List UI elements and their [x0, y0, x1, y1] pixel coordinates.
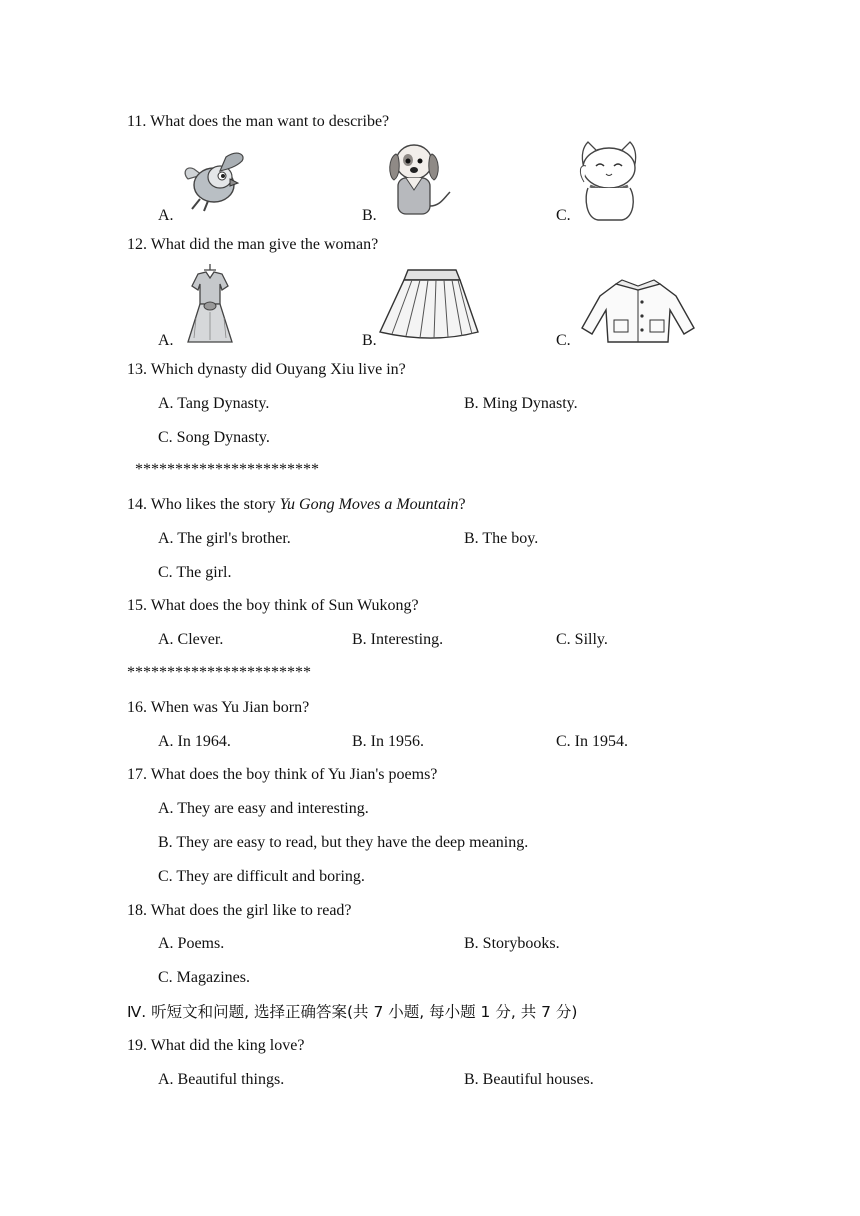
question-15: 15. What does the boy think of Sun Wukong?	[127, 597, 419, 614]
q18-option-a[interactable]: A. Poems.	[158, 935, 225, 952]
q11-option-b[interactable]: B.	[362, 207, 377, 224]
question-17: 17. What does the boy think of Yu Jian's poems?	[127, 766, 438, 783]
question-16: 16. When was Yu Jian born?	[127, 699, 310, 716]
q14-option-c[interactable]: C. The girl.	[158, 564, 232, 581]
q11-option-a[interactable]: A.	[158, 207, 174, 224]
skirt-icon	[378, 266, 480, 342]
question-12: 12. What did the man give the woman?	[127, 236, 379, 253]
separator-stars: ***********************	[135, 461, 319, 478]
jacket-icon	[580, 276, 696, 346]
q16-option-c[interactable]: C. In 1954.	[556, 733, 628, 750]
question-11: 11. What does the man want to describe?	[127, 113, 390, 130]
bird-icon	[180, 147, 250, 213]
question-13: 13. Which dynasty did Ouyang Xiu live in?	[127, 361, 406, 378]
lucky-cat-icon	[578, 138, 644, 224]
q18-option-b[interactable]: B. Storybooks.	[464, 935, 560, 952]
q15-option-b[interactable]: B. Interesting.	[352, 631, 444, 648]
q13-option-c[interactable]: C. Song Dynasty.	[158, 429, 270, 446]
q17-option-b[interactable]: B. They are easy to read, but they have the deep meaning.	[158, 834, 529, 851]
q13-option-b[interactable]: B. Ming Dynasty.	[464, 395, 578, 412]
q13-option-a[interactable]: A. Tang Dynasty.	[158, 395, 270, 412]
q15-option-c[interactable]: C. Silly.	[556, 631, 608, 648]
question-14-prefix: 14. Who likes the story	[127, 496, 280, 513]
q19-option-b[interactable]: B. Beautiful houses.	[464, 1071, 594, 1088]
dress-icon	[180, 262, 240, 346]
q17-option-c[interactable]: C. They are difficult and boring.	[158, 868, 365, 885]
story-title: Yu Gong Moves a Mountain	[279, 496, 459, 513]
q18-option-c[interactable]: C. Magazines.	[158, 969, 250, 986]
q16-option-b[interactable]: B. In 1956.	[352, 733, 424, 750]
question-14	[127, 495, 466, 515]
q12-option-a[interactable]: A.	[158, 332, 174, 349]
q12-option-b[interactable]: B.	[362, 332, 377, 349]
q17-option-a[interactable]: A. They are easy and interesting.	[158, 800, 369, 817]
puppy-icon	[384, 140, 454, 220]
q11-option-c[interactable]: C.	[556, 207, 571, 224]
question-18: 18. What does the girl like to read?	[127, 902, 352, 919]
q19-option-a[interactable]: A. Beautiful things.	[158, 1071, 285, 1088]
question-14-suffix: ?	[458, 496, 466, 513]
q14-option-a[interactable]: A. The girl's brother.	[158, 530, 291, 547]
q15-option-a[interactable]: A. Clever.	[158, 631, 224, 648]
q14-option-b[interactable]: B. The boy.	[464, 530, 539, 547]
question-19: 19. What did the king love?	[127, 1037, 305, 1054]
q16-option-a[interactable]: A. In 1964.	[158, 733, 231, 750]
section-heading: Ⅳ. 听短文和问题, 选择正确答案(共 7 小题, 每小题 1 分, 共 7 分)	[127, 1003, 578, 1021]
separator-stars: ***********************	[127, 664, 311, 681]
q12-option-c[interactable]: C.	[556, 332, 571, 349]
